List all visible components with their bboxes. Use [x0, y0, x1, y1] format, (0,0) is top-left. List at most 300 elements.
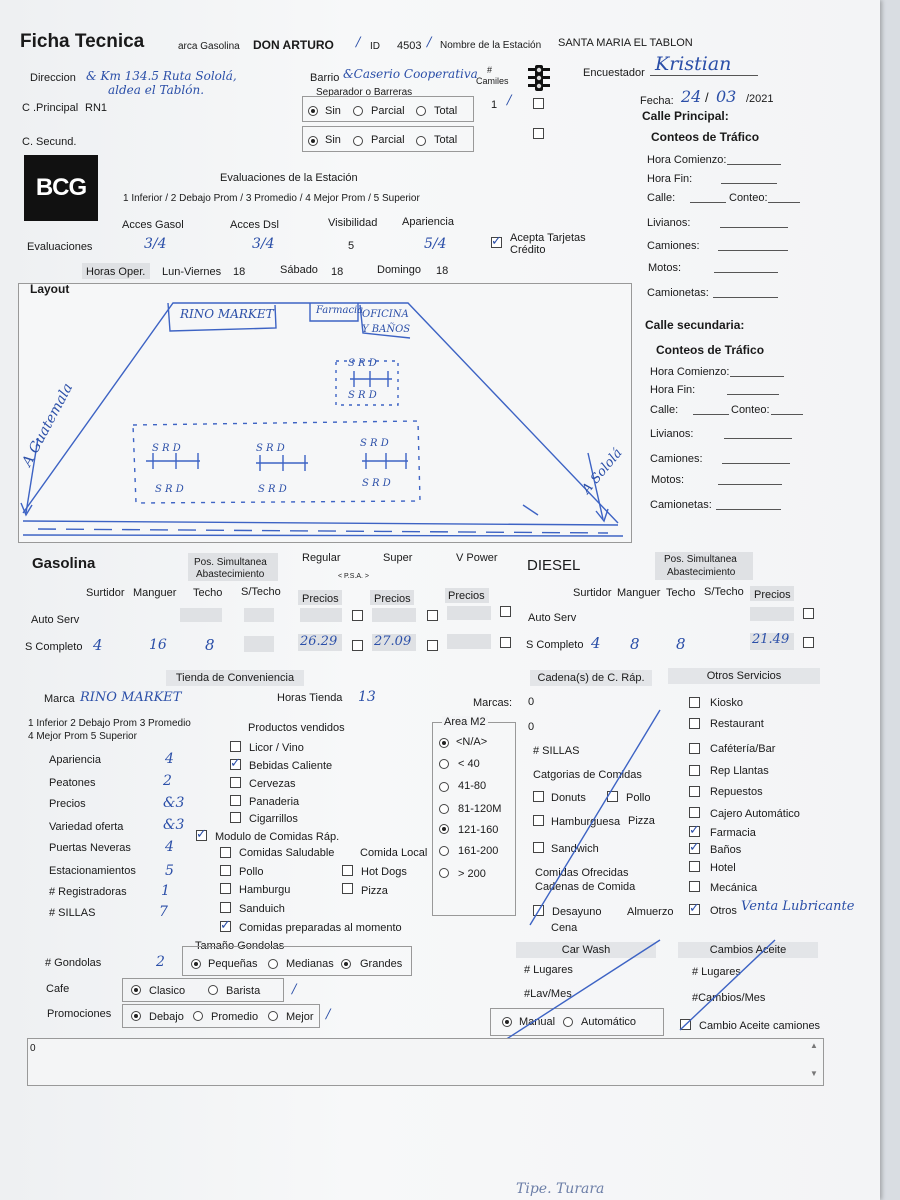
farmacia-checkbox[interactable] — [689, 826, 700, 837]
estacion-label: Nombre de la Estación — [440, 40, 542, 51]
pequenas-radio[interactable] — [191, 959, 201, 969]
check-mark: / — [427, 35, 432, 50]
tienda-scale-2: 4 Mejor Prom 5 Superior — [28, 731, 137, 742]
hora-fin-label: Hora Fin: — [650, 384, 696, 396]
sillas-label: # SILLAS — [533, 745, 580, 757]
evaluaciones-label: Evaluaciones — [27, 241, 93, 253]
total-radio[interactable] — [416, 136, 426, 146]
direccion-value-2[interactable]: aldea el Tablón. — [108, 83, 205, 97]
notes-value[interactable]: 0 — [30, 1043, 36, 1054]
rating-label: Estacionamientos — [49, 865, 136, 877]
tienda-marca-label: Marca — [44, 693, 75, 705]
layout-pump-label: S R D — [348, 358, 377, 369]
id-value[interactable]: 4503 — [397, 40, 422, 52]
modulo-checkbox[interactable] — [196, 830, 207, 841]
gasolina-title: Gasolina — [32, 555, 96, 572]
surtidor-label: Surtidor — [573, 587, 612, 599]
sc-surtidor-value[interactable]: 4 — [591, 634, 601, 652]
hora-comienzo-label: Hora Comienzo: — [650, 366, 730, 378]
stecho-label: S/Techo — [241, 586, 281, 598]
calle-principal-title: Calle Principal: — [642, 109, 729, 123]
layout-pump-label: S R D — [152, 443, 181, 454]
carwash-title: Car Wash — [516, 942, 656, 958]
kiosko-checkbox[interactable] — [689, 697, 700, 708]
fecha-dd[interactable]: 24 — [681, 87, 702, 106]
rating-value[interactable]: 1 — [161, 883, 170, 899]
saludable-checkbox[interactable] — [220, 847, 231, 858]
grandes-radio[interactable] — [341, 959, 351, 969]
area-200-radio[interactable] — [439, 846, 449, 856]
scroll-down-icon[interactable]: ▼ — [810, 1069, 818, 1078]
rating-label: # Registradoras — [49, 886, 127, 898]
motos-label: Motos: — [648, 262, 682, 274]
psa-label: < P.S.A. > — [338, 573, 370, 580]
pizza-label: Pizza — [628, 815, 655, 827]
col-apariencia: Apariencia — [402, 216, 454, 228]
rep-llantas-checkbox[interactable] — [689, 765, 700, 776]
super-auto-checkbox[interactable] — [427, 610, 438, 621]
tarjetas-label-2: Crédito — [510, 244, 546, 256]
camiles-label-2: Camiles — [476, 76, 509, 86]
cajero-label: Cajero Automático — [710, 808, 800, 820]
clasico-label: Clasico — [149, 985, 186, 997]
hotel-checkbox[interactable] — [689, 861, 700, 872]
otros-checkbox[interactable] — [689, 904, 700, 915]
tamano-title: Tamaño Gondolas — [195, 940, 285, 952]
pos-label-2: Abastecimiento — [196, 569, 265, 580]
hamburgu-label: Hamburgu — [239, 884, 291, 896]
check-mark: / — [356, 35, 361, 50]
area-group — [432, 722, 516, 916]
direccion-value-1[interactable]: & Km 134.5 Ruta Sololá, — [86, 69, 237, 83]
pollo-label: Pollo — [626, 792, 651, 804]
total-label: Total — [434, 105, 458, 117]
hamburgu-checkbox[interactable] — [220, 883, 231, 894]
conteo-label: Conteo: — [731, 404, 770, 416]
techo-label: Techo — [666, 587, 696, 599]
barrio-value[interactable]: &Caserio Cooperativa — [343, 67, 478, 81]
carriles-secundaria-checkbox[interactable] — [533, 128, 544, 139]
aceite-cambios-label: #Cambios/Mes — [692, 992, 766, 1004]
hora-comienzo-line — [727, 164, 781, 165]
area-80-label: 41-80 — [458, 780, 487, 792]
mecanica-checkbox[interactable] — [689, 881, 700, 892]
farmacia-label: Farmacia — [710, 827, 756, 839]
estacion-value[interactable]: SANTA MARIA EL TABLON — [558, 37, 693, 49]
layout-farmacia-label: Farmacia — [316, 305, 364, 316]
repuestos-checkbox[interactable] — [689, 786, 700, 797]
parcial-radio[interactable] — [353, 106, 363, 116]
barista-radio[interactable] — [208, 985, 218, 995]
col-acces-gasol: Acces Gasol — [122, 219, 184, 231]
rating-label: Peatones — [49, 777, 96, 789]
sc-techo-value[interactable]: 8 — [205, 636, 215, 654]
preparadas-label: Comidas preparadas al momento — [239, 922, 402, 934]
check-mark: / — [292, 982, 297, 997]
diesel-auto-checkbox[interactable] — [803, 608, 814, 619]
manguer-label: Manguer — [133, 587, 177, 599]
direccion-label: Direccion — [30, 72, 76, 84]
id-label: ID — [370, 41, 380, 52]
bleed-through-scribble: Tipe. Turara — [516, 1181, 605, 1197]
hotel-label: Hotel — [710, 862, 736, 874]
banos-label: Baños — [710, 844, 742, 856]
crossed-out-mark — [675, 935, 815, 1035]
sin-radio[interactable] — [308, 106, 318, 116]
val-apariencia[interactable]: 5/4 — [424, 236, 447, 252]
modulo-label: Modulo de Comidas Ráp. — [215, 831, 340, 843]
scroll-up-icon[interactable]: ▲ — [810, 1041, 818, 1050]
pos-label-1: Pos. Simultanea — [664, 554, 737, 565]
area-80-radio[interactable] — [439, 782, 449, 792]
banos-checkbox[interactable] — [689, 843, 700, 854]
hora-comienzo-label: Hora Comienzo: — [647, 154, 727, 166]
categorias-label: Catgorias de Comidas — [533, 769, 642, 781]
sandwich-label: Sandwich — [551, 843, 599, 855]
tarjetas-checkbox[interactable] — [491, 237, 502, 248]
pizza-label: Pizza — [361, 885, 388, 897]
col-visibilidad: Visibilidad — [328, 217, 378, 229]
layout-oficina-label-2: Y BAÑOS — [362, 324, 411, 335]
field-bg[interactable] — [180, 608, 222, 622]
rating-value[interactable]: &3 — [163, 795, 185, 811]
medianas-radio[interactable] — [268, 959, 278, 969]
hotdogs-checkbox[interactable] — [342, 865, 353, 876]
conteos-secundaria-title: Conteos de Tráfico — [656, 343, 765, 357]
precio-super-value[interactable]: 27.09 — [374, 634, 412, 649]
mecanica-label: Mecánica — [710, 882, 758, 894]
layout-pump-label: S R D — [348, 390, 377, 401]
desayuno-label: Desayuno — [552, 906, 602, 918]
marca-value[interactable]: DON ARTURO — [253, 38, 334, 52]
traffic-light-icon — [526, 64, 552, 94]
field-bg[interactable] — [447, 606, 491, 620]
check-mark: / — [326, 1007, 331, 1022]
carwash-lugares-label: # Lugares — [524, 964, 573, 976]
cafe-label: Cafe — [46, 983, 70, 995]
motos-label: Motos: — [651, 474, 685, 486]
dom-label: Domingo — [377, 264, 422, 276]
conteo-line — [768, 202, 800, 203]
layout-pump-label: S R D — [155, 484, 184, 495]
regular-sc-checkbox[interactable] — [352, 640, 363, 651]
rating-value[interactable]: &3 — [163, 817, 185, 833]
camionetas-label: Camionetas: — [647, 287, 709, 299]
s-completo-label: S Completo — [526, 639, 584, 651]
area-na-label: <N/A> — [456, 736, 488, 748]
rating-label: Precios — [49, 798, 86, 810]
manguer-label: Manguer — [617, 587, 661, 599]
auto-serv-label: Auto Serv — [31, 614, 80, 626]
cajero-checkbox[interactable] — [689, 807, 700, 818]
cena-label: Cena — [551, 922, 578, 934]
tienda-marca-value[interactable]: RINO MARKET — [80, 690, 182, 705]
crossed-out-mark — [500, 930, 670, 1045]
rating-value[interactable]: 4 — [165, 751, 174, 767]
dom-value[interactable]: 18 — [436, 265, 449, 277]
manual-label: Manual — [519, 1016, 556, 1028]
area-160-label: 121-160 — [458, 824, 499, 836]
diesel-precio-value[interactable]: 21.49 — [752, 632, 790, 647]
kiosko-label: Kiosko — [710, 697, 744, 709]
gondolas-value[interactable]: 2 — [156, 954, 165, 970]
area-na-radio[interactable] — [439, 738, 449, 748]
marcas-label: Marcas: — [473, 697, 513, 709]
horas-tienda-value[interactable]: 13 — [358, 689, 376, 705]
camiones-label: Camiones: — [647, 240, 700, 252]
clasico-radio[interactable] — [131, 985, 141, 995]
rating-value[interactable]: 7 — [159, 904, 168, 920]
layout-pump-label: S R D — [362, 478, 391, 489]
pos-label-2: Abastecimiento — [667, 567, 736, 578]
panaderia-checkbox[interactable] — [230, 795, 241, 806]
donuts-label: Donuts — [551, 792, 586, 804]
bebidas-checkbox[interactable] — [230, 759, 241, 770]
field-bg[interactable] — [244, 608, 274, 622]
saludable-label: Comidas Saludable — [239, 847, 335, 859]
cigarrillos-label: Cigarrillos — [249, 813, 298, 825]
otros-title: Otros Servicios — [668, 668, 820, 684]
s-completo-label: S Completo — [25, 641, 83, 653]
diesel-sc-checkbox[interactable] — [803, 637, 814, 648]
layout-pump-label: S R D — [258, 484, 287, 495]
sab-value[interactable]: 18 — [331, 266, 344, 278]
cafeteria-checkbox[interactable] — [689, 743, 700, 754]
lv-label: Lun-Viernes — [162, 266, 222, 278]
evaluaciones-scale: 1 Inferior / 2 Debajo Prom / 3 Promedio / 4 Mejor Prom / 5 Superior — [123, 193, 420, 204]
camiones-line — [722, 463, 790, 464]
area-40-label: < 40 — [458, 758, 480, 770]
mejor-label: Mejor — [286, 1011, 314, 1023]
regular-auto-checkbox[interactable] — [352, 610, 363, 621]
camiones-line — [718, 250, 788, 251]
parcial-radio[interactable] — [353, 136, 363, 146]
livianos-line — [724, 438, 792, 439]
rep-llantas-label: Rep Llantas — [710, 765, 769, 777]
calle-label: Calle: — [647, 192, 676, 204]
automatico-label: Automático — [581, 1016, 637, 1028]
debajo-label: Debajo — [149, 1011, 184, 1023]
field-bg[interactable] — [447, 634, 491, 649]
rating-value[interactable]: 5 — [165, 863, 174, 879]
pequenas-label: Pequeñas — [208, 958, 258, 970]
licor-checkbox[interactable] — [230, 741, 241, 752]
lv-value[interactable]: 18 — [233, 266, 246, 278]
restaurant-checkbox[interactable] — [689, 718, 700, 729]
diesel-title: DIESEL — [527, 557, 581, 574]
csecund-label: C. Secund. — [22, 136, 77, 148]
sin-label: Sin — [325, 105, 341, 117]
layout-guatemala-label: A Guatemala — [19, 380, 77, 470]
camionetas-line — [716, 509, 781, 510]
area-120-radio[interactable] — [439, 804, 449, 814]
marcas-value[interactable]: 0 — [528, 696, 535, 708]
sin-label: Sin — [325, 134, 341, 146]
notes-textarea[interactable] — [27, 1038, 824, 1086]
calle-secundaria-title: Calle secundaria: — [645, 318, 745, 332]
separador-label: Separador o Barreras — [316, 87, 413, 98]
motos-line — [718, 484, 782, 485]
cprincipal-value[interactable]: RN1 — [85, 102, 108, 114]
sanduich-label: Sanduich — [239, 903, 285, 915]
horas-label: Horas Oper. — [86, 266, 146, 278]
layout-rino-label: RINO MARKET — [180, 307, 274, 321]
evaluaciones-title: Evaluaciones de la Estación — [220, 172, 358, 184]
parcial-label: Parcial — [371, 105, 405, 117]
debajo-radio[interactable] — [131, 1011, 141, 1021]
hora-fin-line — [727, 394, 779, 395]
rating-value[interactable]: 4 — [165, 839, 174, 855]
calle-line — [693, 414, 729, 415]
precios-label: Precios — [374, 593, 411, 605]
carriles-value[interactable]: 1 — [491, 99, 498, 111]
otros-label: Otros — [710, 905, 737, 917]
ofrecidas-label-1: Comidas Ofrecidas — [535, 867, 629, 879]
pollo-label: Pollo — [239, 866, 264, 878]
layout-title: Layout — [30, 282, 70, 296]
marcas-zero[interactable]: 0 — [528, 721, 535, 733]
val-visibilidad[interactable]: 5 — [348, 240, 355, 252]
rating-value[interactable]: 2 — [163, 773, 172, 789]
fecha-yyyy: /2021 — [746, 93, 774, 105]
hamburguesa-label: Hamburguesa — [551, 816, 621, 828]
aceite-title: Cambios Aceite — [678, 942, 818, 958]
sc-manguer-value[interactable]: 16 — [149, 637, 167, 653]
area-gt200-radio[interactable] — [439, 868, 449, 878]
sab-label: Sábado — [280, 264, 318, 276]
barrio-label: Barrio — [310, 72, 340, 84]
sc-surtidor-value[interactable]: 4 — [93, 636, 103, 654]
val-acces-dsl[interactable]: 3/4 — [252, 236, 275, 252]
almuerzo-label: Almuerzo — [627, 906, 674, 918]
fecha-label: Fecha: — [640, 95, 674, 107]
encuestador-line — [650, 75, 758, 76]
conteo-label: Conteo: — [729, 192, 768, 204]
livianos-label: Livianos: — [650, 428, 694, 440]
field-bg[interactable] — [244, 636, 274, 652]
super-sc-checkbox[interactable] — [427, 640, 438, 651]
val-acces-gasol[interactable]: 3/4 — [144, 236, 167, 252]
super-label: Super — [383, 552, 413, 564]
camiles-label-1: # — [487, 65, 493, 75]
precios-label: Precios — [448, 590, 485, 602]
encuestador-value[interactable]: Kristian — [655, 53, 732, 75]
hotdogs-label: Hot Dogs — [361, 866, 407, 878]
vpower-sc-checkbox[interactable] — [500, 637, 511, 648]
grandes-label: Grandes — [360, 958, 403, 970]
area-40-radio[interactable] — [439, 759, 449, 769]
mejor-radio[interactable] — [268, 1011, 278, 1021]
rating-label: # SILLAS — [49, 907, 96, 919]
vpower-auto-checkbox[interactable] — [500, 606, 511, 617]
repuestos-label: Repuestos — [710, 786, 763, 798]
motos-line — [714, 272, 778, 273]
cervezas-checkbox[interactable] — [230, 777, 241, 788]
licor-label: Licor / Vino — [249, 742, 304, 754]
comida-local-label: Comida Local — [360, 847, 428, 859]
layout-oficina-label-1: OFICINA — [362, 309, 409, 320]
sin-radio[interactable] — [308, 136, 318, 146]
restaurant-label: Restaurant — [710, 718, 764, 730]
surtidor-label: Surtidor — [86, 587, 125, 599]
area-200-label: 161-200 — [458, 845, 499, 857]
pizza-checkbox[interactable] — [342, 883, 353, 894]
layout-pump-label: S R D — [360, 438, 389, 449]
layout-solola-label: A Sololá — [579, 445, 626, 497]
panaderia-label: Panaderia — [249, 796, 300, 808]
crossed-out-mark — [520, 700, 670, 930]
layout-sketch — [18, 283, 630, 541]
cprincipal-label: C .Principal — [22, 102, 79, 114]
horas-tienda-label: Horas Tienda — [277, 692, 343, 704]
sc-manguer-value[interactable]: 8 — [630, 635, 640, 653]
tienda-scale-1: 1 Inferior 2 Debajo Prom 3 Promedio — [28, 718, 191, 729]
auto-serv-label: Auto Serv — [528, 612, 577, 624]
form-title: Ficha Tecnica — [20, 31, 145, 52]
regular-label: Regular — [302, 552, 341, 564]
parcial-label: Parcial — [371, 134, 405, 146]
fecha-separator: / — [705, 90, 709, 105]
precios-label: Precios — [754, 589, 791, 601]
gondolas-label: # Gondolas — [45, 957, 102, 969]
col-acces-dsl: Acces Dsl — [230, 219, 279, 231]
pollo-checkbox[interactable] — [220, 865, 231, 876]
aceite-lugares-label: # Lugares — [692, 966, 741, 978]
check-mark: / — [507, 93, 512, 108]
total-radio[interactable] — [416, 106, 426, 116]
preparadas-checkbox[interactable] — [220, 921, 231, 932]
cervezas-label: Cervezas — [249, 778, 296, 790]
rating-label: Apariencia — [49, 754, 101, 766]
aceite-camiones-label: Cambio Aceite camiones — [699, 1020, 821, 1032]
marca-label: arca Gasolina — [178, 41, 240, 52]
conteo-line — [771, 414, 803, 415]
pos-label-1: Pos. Simultanea — [194, 557, 267, 568]
field-bg[interactable] — [750, 607, 794, 621]
sanduich-checkbox[interactable] — [220, 902, 231, 913]
precio-regular-value[interactable]: 26.29 — [300, 634, 338, 649]
otros-value[interactable]: Venta Lubricante — [741, 899, 855, 914]
carriles-checkbox[interactable] — [533, 98, 544, 109]
precios-label: Precios — [302, 593, 339, 605]
layout-pump-label: S R D — [256, 443, 285, 454]
area-gt200-label: > 200 — [458, 868, 486, 880]
fecha-mm[interactable]: 03 — [716, 87, 737, 106]
stecho-label: S/Techo — [704, 586, 744, 598]
area-120-label: 81-120M — [458, 803, 502, 815]
camionetas-label: Camionetas: — [650, 499, 712, 511]
bcg-logo: BCG — [24, 155, 98, 221]
promedio-label: Promedio — [211, 1011, 259, 1023]
barista-label: Barista — [226, 985, 261, 997]
cadena-title: Cadena(s) de C. Ráp. — [530, 670, 652, 686]
camiones-label: Camiones: — [650, 453, 703, 465]
hora-comienzo-line — [730, 376, 784, 377]
vpower-label: V Power — [456, 552, 498, 564]
promedio-radio[interactable] — [193, 1011, 203, 1021]
field-bg[interactable] — [300, 608, 342, 622]
cigarrillos-checkbox[interactable] — [230, 812, 241, 823]
area-title: Area M2 — [444, 716, 486, 728]
carwash-lavmes-label: #Lav/Mes — [524, 988, 572, 1000]
field-bg[interactable] — [372, 608, 416, 622]
rating-label: Puertas Neveras — [49, 842, 131, 854]
total-label: Total — [434, 134, 458, 146]
livianos-label: Livianos: — [647, 217, 691, 229]
area-160-radio[interactable] — [439, 824, 449, 834]
sc-techo-value[interactable]: 8 — [676, 635, 686, 653]
calle-label: Calle: — [650, 404, 679, 416]
